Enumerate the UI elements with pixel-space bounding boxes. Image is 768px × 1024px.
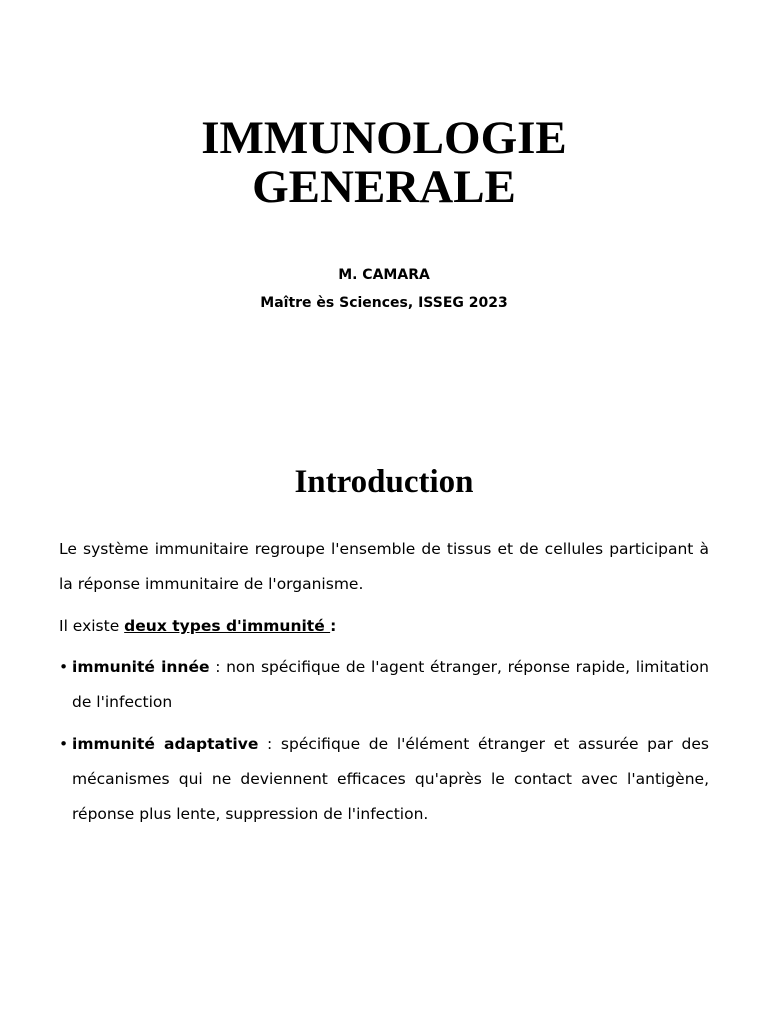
- types-paragraph: [59, 609, 709, 644]
- list-item: [59, 727, 709, 832]
- intro-paragraph: Le système immunitaire regroupe l'ensemble de tissus et de cellules participant à la réponse immunitaire de l'organisme.: [59, 540, 709, 593]
- section-title: Introduction: [294, 464, 474, 500]
- list-item: [59, 650, 709, 720]
- title-line-1: IMMUNOLOGIE: [201, 112, 567, 164]
- immunity-types-list: [59, 650, 709, 832]
- bullet-marker: •: [59, 735, 69, 753]
- types-colon: :: [330, 617, 337, 635]
- bullet-text: : spécifique de l'élément étranger et assurée par des mécanismes qui ne deviennent efficaces qu'après le contact avec l'antigène, réponse plus lente, suppression de l'infection.: [72, 735, 709, 823]
- author-affiliation: Maître ès Sciences, ISSEG 2023: [260, 295, 508, 311]
- types-emphasis: deux types d'immunité: [124, 617, 331, 635]
- bullet-text: : non spécifique de l'agent étranger, réponse rapide, limitation de l'infection: [72, 658, 709, 711]
- bullet-term: immunité adaptative: [72, 735, 259, 753]
- bullet-marker: •: [59, 658, 69, 676]
- author-block: [0, 261, 768, 317]
- document-title: [0, 114, 768, 212]
- title-line-2: GENERALE: [252, 161, 516, 213]
- types-prefix: Il existe: [59, 617, 125, 635]
- bullet-term: immunité innée: [72, 658, 210, 676]
- author-name: M. CAMARA: [338, 267, 430, 283]
